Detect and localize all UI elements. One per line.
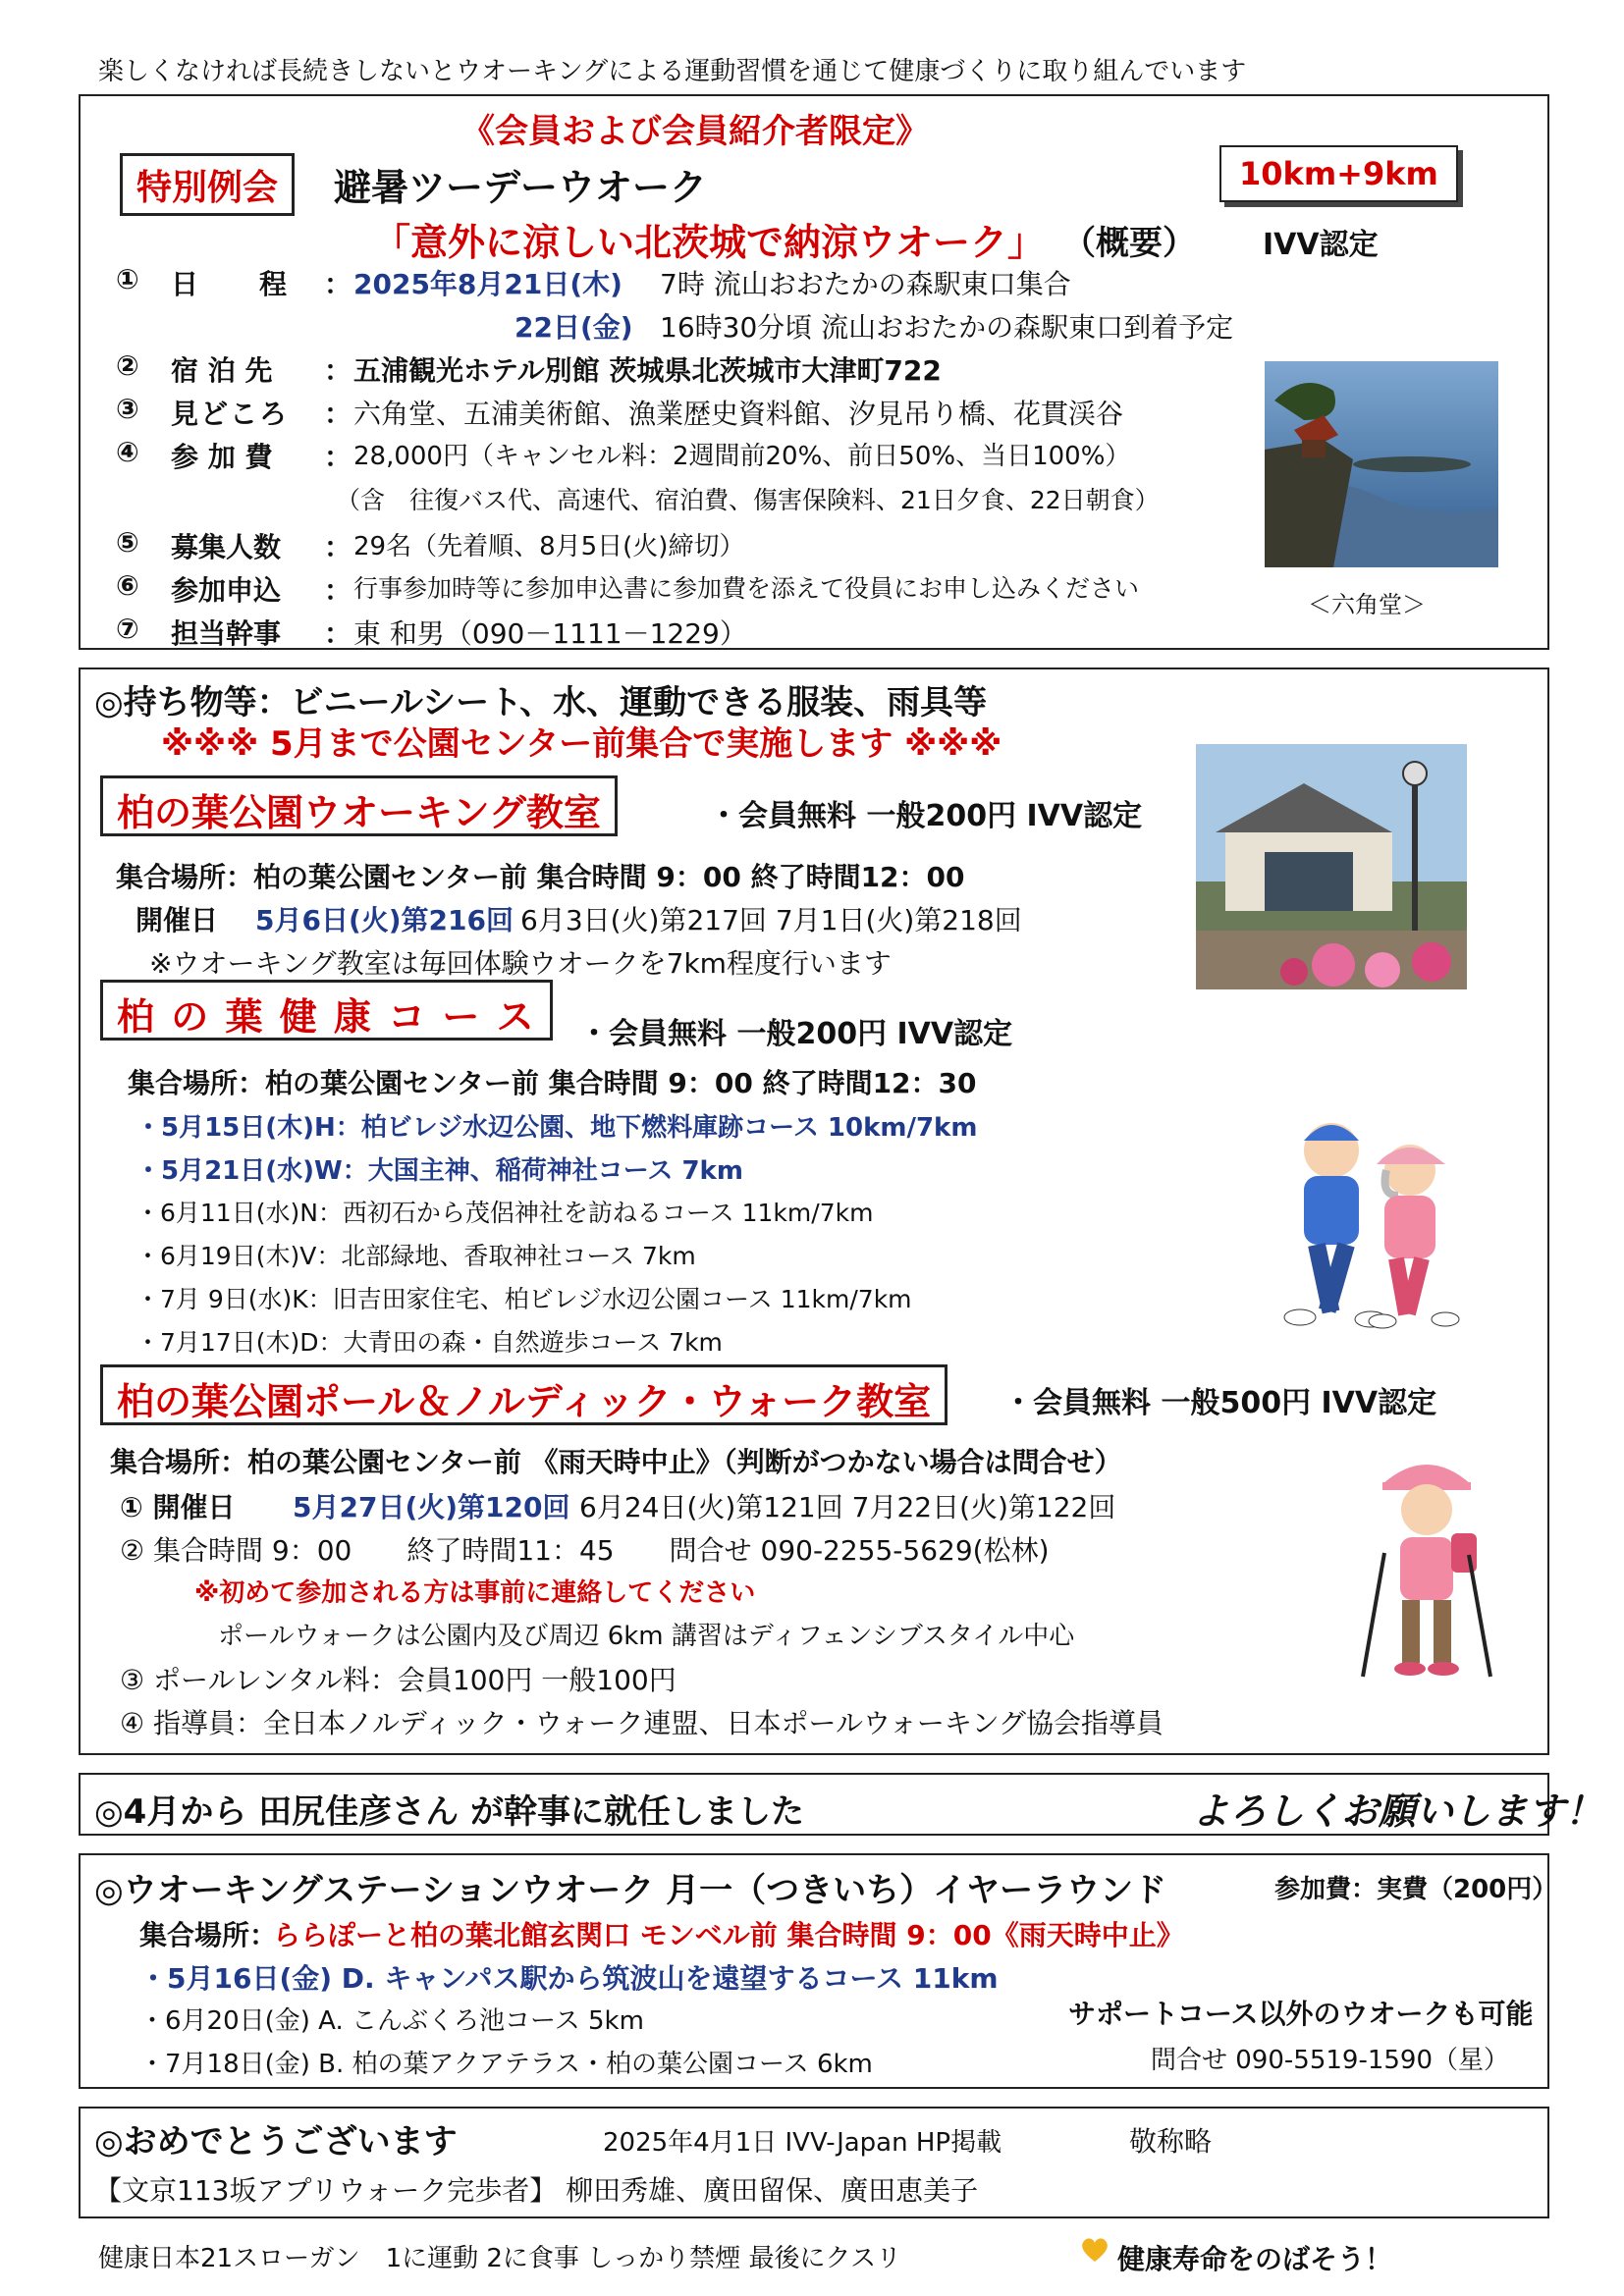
station-walk-place: ららぽーと柏の葉北館玄関口 モンベル前 集合時間 9：00《雨天時中止》 (273, 1919, 1184, 1951)
station-walk-box (79, 1853, 1558, 2089)
distance-badge: 10km+9km (1219, 145, 1458, 202)
classes-box (79, 667, 1549, 1755)
row-value: 7時 流山おおたかの森駅東口集合 (660, 268, 1071, 300)
park-center-photo (1196, 744, 1467, 989)
row-label: 宿 泊 先 (171, 354, 273, 387)
row-num: ⑥ (116, 569, 139, 602)
overview-label: （概要） (1062, 224, 1196, 263)
walking-class-title: 柏の葉公園ウオーキング教室 (100, 775, 618, 836)
row-value: 六角堂、五浦美術館、漁業歴史資料館、汐見吊り橋、花貫渓谷 (353, 398, 1124, 430)
event-title: 避暑ツーデーウオーク (334, 166, 708, 209)
pole-walk-date-label: ① 開催日 (120, 1491, 236, 1523)
row-label: 参加申込 (171, 574, 282, 607)
pole-walk-instructor: ④ 指導員：全日本ノルディック・ウォーク連盟、日本ポールウォーキング協会指導員 (120, 1707, 1164, 1739)
event-subtitle: 「意外に涼しい北茨城で納涼ウオーク」 (373, 221, 1046, 264)
station-contact: 問合せ 090-5519-1590（星） (1151, 2046, 1509, 2075)
row-colon: ： (324, 574, 352, 607)
row-colon: ： (324, 268, 352, 300)
row-value: 29名（先着順、8月5日(火)締切） (353, 532, 745, 561)
announcement-box (79, 1773, 1603, 1836)
special-tag: 特別例会 (120, 153, 295, 216)
row-value: 行事参加時等に参加申込書に参加費を添えて役員にお申し込みください (353, 574, 1140, 603)
walking-class-next-date: 5月6日(火)第216回 (255, 904, 514, 936)
row-num: ⑤ (116, 526, 139, 559)
walking-class-note: ※ウオーキング教室は毎回体験ウオークを7km程度行います (149, 947, 892, 980)
congrats-title: ◎おめでとうございます (94, 2122, 458, 2162)
row-num: ① (116, 263, 139, 295)
station-course-item: ・5月16日(金) D. キャンパス駅から筑波山を遠望するコース 11km (139, 1962, 999, 1995)
row-value: 五浦観光ホテル別館 茨城県北茨城市大津町722 (353, 354, 942, 387)
ivv-label: IVV認定 (1263, 228, 1379, 262)
station-walk-place-label: 集合場所： (139, 1919, 278, 1951)
items-line: ◎持ち物等：ビニールシート、水、運動できる服装、雨具等 (94, 683, 988, 722)
return-date: 22日(金) (514, 311, 633, 344)
footer-tagline: 健康寿命をのばそう！ (1117, 2243, 1393, 2275)
row-colon: ： (324, 617, 352, 650)
walking-class-other-dates: 6月3日(火)第217回 7月1日(火)第218回 (520, 904, 1022, 936)
pole-walk-place-text: 集合場所：柏の葉公園センター前 《雨天時中止》（判断がつかない場合は問合せ） (110, 1446, 1122, 1478)
row-num: ② (116, 349, 139, 382)
row-value: 16時30分頃 流山おおたかの森駅東口到着予定 (660, 311, 1234, 344)
greeting-text: よろしくお願いします！ (1192, 1789, 1603, 1833)
congrats-date: 2025年4月1日 IVV-Japan HP掲載 (603, 2128, 1002, 2158)
row-colon: ： (324, 354, 352, 387)
row-label: 日 程 (171, 268, 290, 300)
announcement-text: ◎4月から 田尻佳彦さん が幹事に就任しました (94, 1792, 804, 1832)
pole-walk-place (110, 1441, 1122, 1480)
row-label: 参 加 費 (171, 441, 273, 473)
row-value: 東 和男（090－1111－1229） (353, 617, 747, 650)
pole-walk-next-date: 5月27日(火)第120回 (293, 1491, 570, 1523)
footer-slogan: 健康日本21スローガン 1に運動 2に食事 しっかり禁煙 最後にクスリ (98, 2244, 902, 2273)
row-value: 28,000円（キャンセル料：2週間前20%、前日50%、当日100%） (353, 442, 1131, 471)
congratulations-box (79, 2107, 1549, 2218)
notice-line: ※※※ 5月まで公園センター前集合で実施します ※※※ (161, 724, 1002, 764)
walking-couple-illustration (1253, 1101, 1489, 1337)
row-colon: ： (324, 531, 352, 563)
row-label: 担当幹事 (171, 617, 282, 650)
course-item: ・5月21日(水)W：大国主神、稲荷神社コース 7km (135, 1156, 743, 1186)
special-event-box (79, 94, 1549, 650)
station-course-item: ・7月18日(金) B. 柏の葉アクアテラス・柏の葉公園コース 6km (139, 2050, 873, 2079)
header-tagline: 楽しくなければ長続きしないとウオーキングによる運動習慣を通じて健康づくりに取り組んでいます (98, 57, 1247, 86)
pole-walk-time: ② 集合時間 9：00 終了時間11：45 問合せ 090-2255-5629(松林) (120, 1534, 1050, 1567)
course-item: ・7月17日(木)D：大青田の森・自然遊歩コース 7km (135, 1328, 723, 1357)
row-num: ③ (116, 393, 139, 425)
row-label: 見どころ (171, 398, 290, 430)
station-support-note: サポートコース以外のウオークも可能 (1068, 1998, 1534, 2030)
station-walk-fee: 参加費：実費（200円） (1274, 1875, 1558, 1904)
pole-walk-rental: ③ ポールレンタル料：会員100円 一般100円 (120, 1664, 677, 1696)
schedule-date: 2025年8月21日(木) (353, 268, 623, 300)
course-item: ・6月11日(水)N：西初石から茂侶神社を訪ねるコース 11km/7km (135, 1199, 874, 1227)
pole-walk-other-dates: 6月24日(火)第121回 7月22日(火)第122回 (579, 1491, 1116, 1523)
health-course-place: 集合場所：柏の葉公園センター前 集合時間 9：00 終了時間12：30 (128, 1067, 977, 1099)
pole-walker-illustration (1343, 1445, 1510, 1681)
pole-walk-title: 柏の葉公園ポール＆ノルディック・ウォーク教室 (100, 1364, 947, 1425)
row-colon: ： (324, 441, 352, 473)
walking-class-place: 集合場所：柏の葉公園センター前 集合時間 9：00 終了時間12：00 (116, 861, 965, 893)
station-walk-title: ◎ウオーキングステーションウオーク 月一（つきいち）イヤーラウンド (94, 1871, 1167, 1910)
row-label: 募集人数 (171, 531, 282, 563)
pole-walk-range: ポールウォークは公園内及び周辺 6km 講習はディフェンシブスタイル中心 (218, 1622, 1075, 1651)
footer-heart-icon (1080, 2236, 1110, 2268)
course-item: ・5月15日(木)H：柏ビレジ水辺公園、地下燃料庫跡コース 10km/7km (135, 1113, 978, 1143)
walking-class-fee: ・会員無料 一般200円 IVV認定 (709, 799, 1143, 833)
pole-walk-first-note: ※初めて参加される方は事前に連絡してください (194, 1578, 756, 1608)
row-num: ⑦ (116, 613, 139, 645)
health-course-title: 柏 の 葉 健 康 コ ー ス (100, 980, 553, 1041)
limited-notice: 《会員および会員紹介者限定》 (461, 112, 929, 151)
row-num: ④ (116, 436, 139, 468)
rokkakudo-photo (1265, 361, 1498, 567)
walking-class-dates-label: 開催日 (135, 904, 219, 936)
row-colon: ： (324, 398, 352, 430)
row-value: （含 往復バス代、高速代、宿泊費、傷害保険料、21日夕食、22日朝食） (336, 486, 1160, 514)
station-course-item: ・6月20日(金) A. こんぶくろ池コース 5km (139, 2006, 644, 2036)
congrats-honorific: 敬称略 (1129, 2125, 1213, 2158)
congrats-line: 【文京113坂アプリウォーク完歩者】 柳田秀雄、廣田留保、廣田恵美子 (94, 2174, 979, 2207)
course-item: ・7月 9日(水)K：旧吉田家住宅、柏ビレジ水辺公園コース 11km/7km (135, 1285, 912, 1313)
health-course-fee: ・会員無料 一般200円 IVV認定 (579, 1017, 1013, 1051)
course-item: ・6月19日(木)V：北部緑地、香取神社コース 7km (135, 1242, 696, 1270)
photo-caption: ＜六角堂＞ (1308, 591, 1426, 618)
pole-walk-fee: ・会員無料 一般500円 IVV認定 (1003, 1386, 1437, 1420)
